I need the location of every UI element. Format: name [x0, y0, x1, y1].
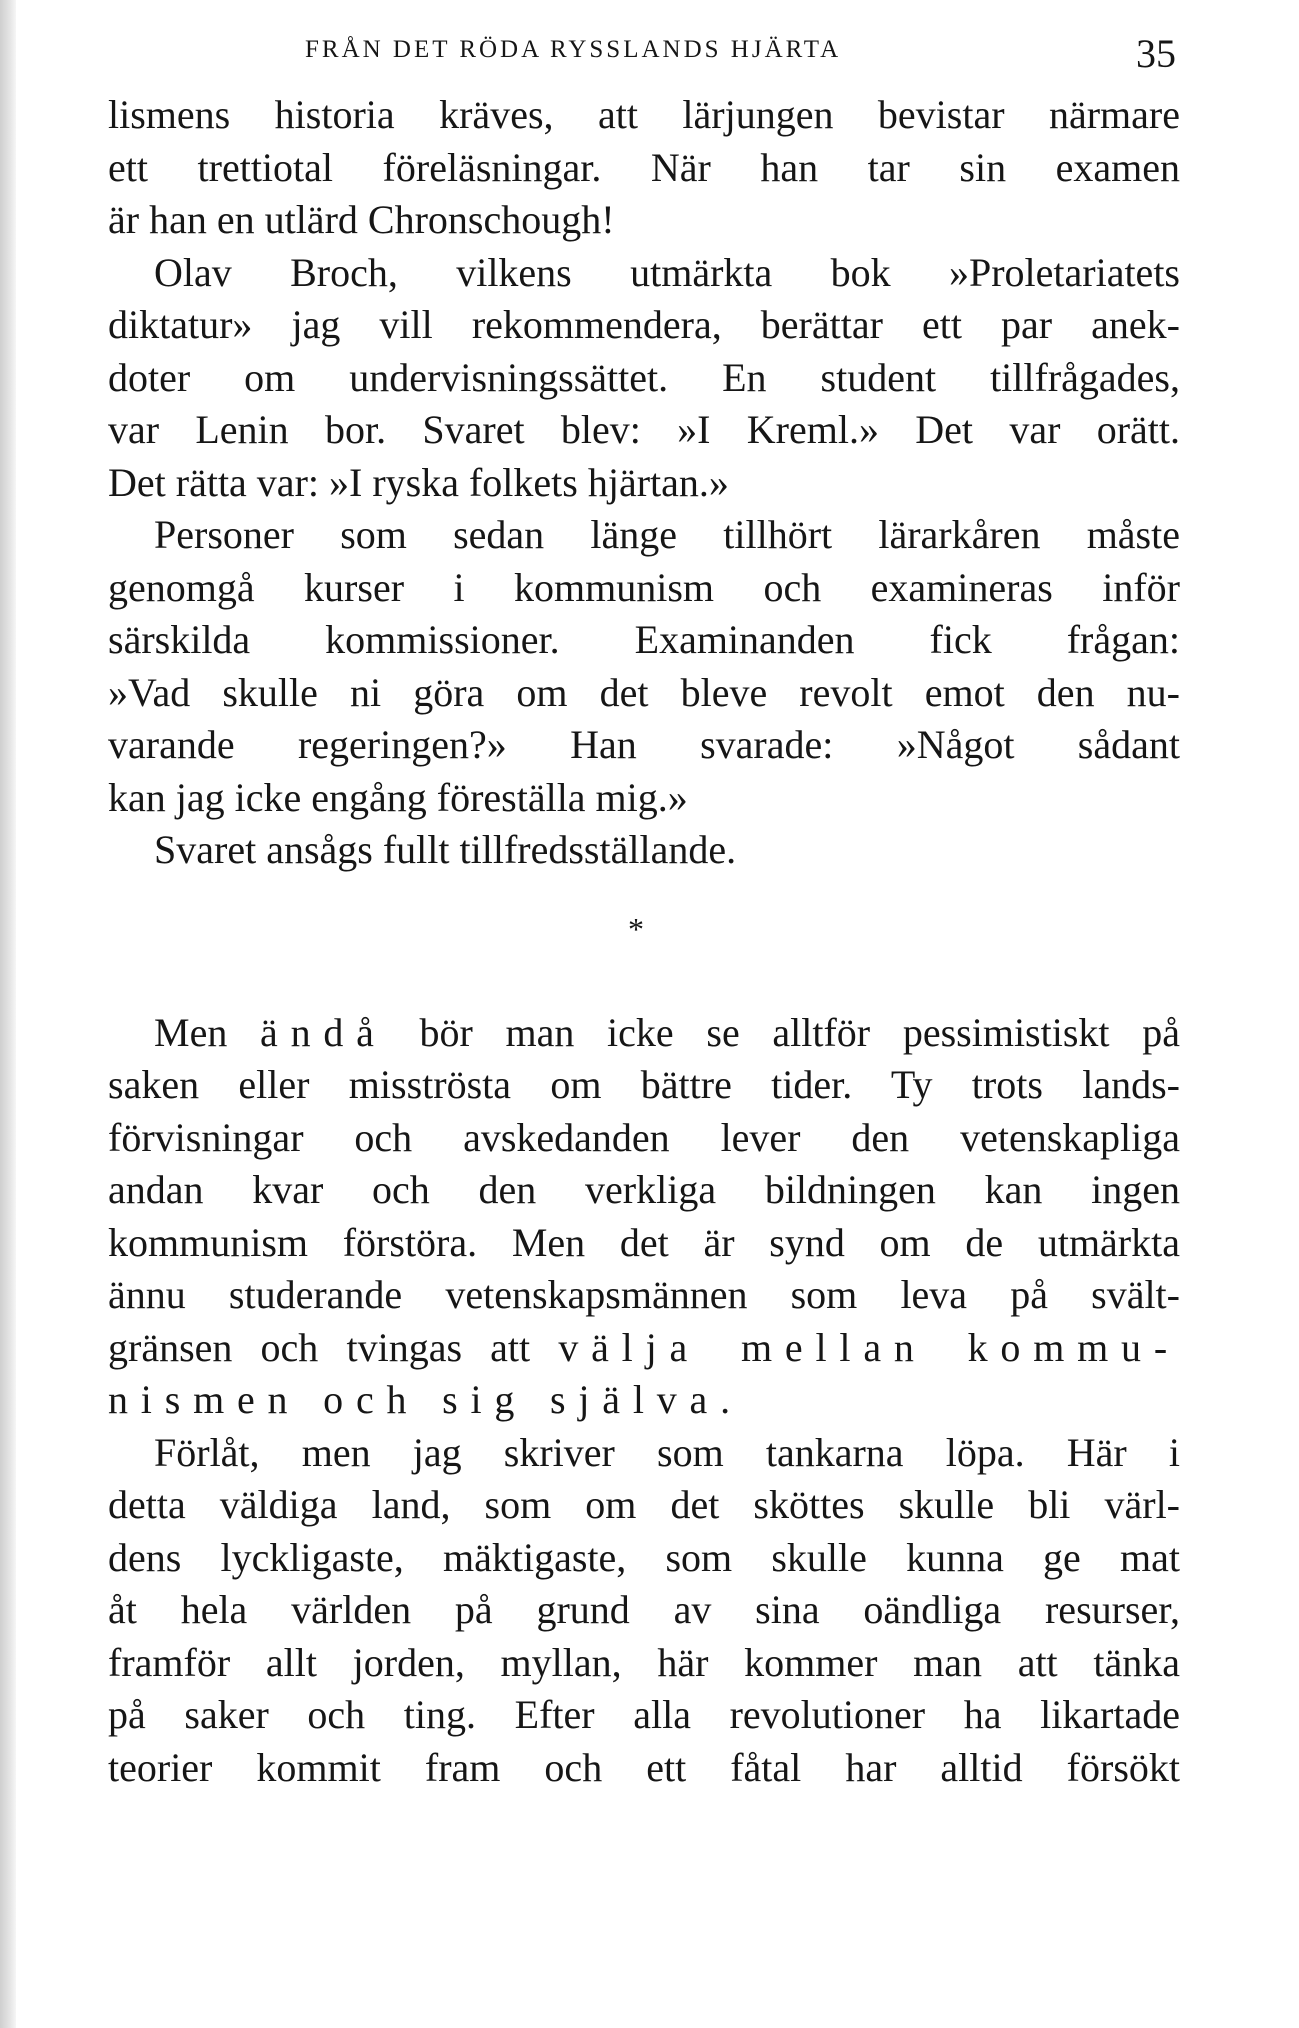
text-line: är han en utlärd Chronschough!	[108, 197, 615, 242]
text-line: andan kvar och den verkliga bildningen kan ingen	[108, 1167, 1180, 1212]
text-run: gränsen och tvingas att	[108, 1324, 559, 1370]
text-run: Men	[154, 1009, 261, 1055]
spaced-emphasis: välja mellan kommu-	[558, 1324, 1180, 1370]
text-line: teorier kommit fram och ett fåtal har alltid försökt	[108, 1744, 1180, 1790]
running-header	[108, 28, 1180, 76]
text-line: varande regeringen?» Han svarade: »Något sådant	[108, 722, 1180, 767]
text-line: saken eller misströsta om bättre tider. Ty trots lands-	[108, 1062, 1180, 1107]
text-line	[108, 1322, 1180, 1375]
text-line: åt hela världen på grund av sina oändliga resurser,	[108, 1587, 1180, 1632]
text-line: förvisningar och avskedanden lever den vetenskapliga	[108, 1114, 1180, 1160]
section-separator: *	[628, 910, 644, 947]
text-line: på saker och ting. Efter alla revolutioner ha likartade	[108, 1692, 1180, 1737]
text-line: ännu studerande vetenskapsmännen som leva på svält-	[108, 1272, 1180, 1317]
text-line	[108, 1374, 1180, 1427]
page-edge-shadow	[0, 0, 16, 2028]
text-line: var Lenin bor. Svaret blev: »I Kreml.» Det var orätt.	[108, 407, 1180, 452]
text-line: kommunism förstöra. Men det är synd om de utmärkta	[108, 1219, 1180, 1265]
text-line: detta väldiga land, som om det sköttes skulle bli värl-	[108, 1482, 1180, 1527]
text-line: kan jag icke engång föreställa mig.»	[108, 774, 688, 820]
text-line: lismens historia kräves, att lärjungen bevistar närmare	[108, 92, 1180, 137]
text-line: doter om undervisningssättet. En student tillfrågades,	[108, 354, 1180, 400]
text-line: diktatur» jag vill rekommendera, berättar ett par anek-	[108, 302, 1180, 347]
spaced-emphasis: ändå	[260, 1009, 387, 1055]
text-run: bör man icke se alltför pessimistiskt på	[386, 1009, 1180, 1055]
page-number: 35	[1136, 31, 1176, 76]
text-line: Det rätta var: »I ryska folkets hjärtan.»	[108, 459, 729, 505]
text-line: »Vad skulle ni göra om det bleve revolt emot den nu-	[108, 669, 1180, 715]
text-line: särskilda kommissioner. Examinanden fick frågan:	[108, 617, 1180, 662]
text-line: ett trettiotal föreläsningar. När han tar sin examen	[108, 144, 1180, 190]
body-text	[108, 89, 1180, 1794]
text-line: dens lyckligaste, mäktigaste, som skulle kunna ge mat	[108, 1534, 1180, 1580]
text-line: Personer som sedan länge tillhört lärarkåren måste	[154, 512, 1180, 557]
section-break	[108, 877, 1180, 1007]
spaced-emphasis: nismen och sig själva.	[108, 1377, 743, 1422]
text-line: genomgå kurser i kommunism och examineras inför	[108, 564, 1180, 610]
text-line: framför allt jorden, myllan, här kommer man att tänka	[108, 1639, 1180, 1685]
text-line	[108, 1007, 1180, 1060]
running-title: FRÅN DET RÖDA RYSSLANDS HJÄRTA	[305, 36, 842, 63]
text-line: Svaret ansågs fullt tillfredsställande.	[154, 827, 737, 872]
text-line: Olav Broch, vilkens utmärkta bok »Proletariatets	[154, 249, 1180, 295]
text-line: Förlåt, men jag skriver som tankarna löpa. Här i	[154, 1429, 1180, 1475]
